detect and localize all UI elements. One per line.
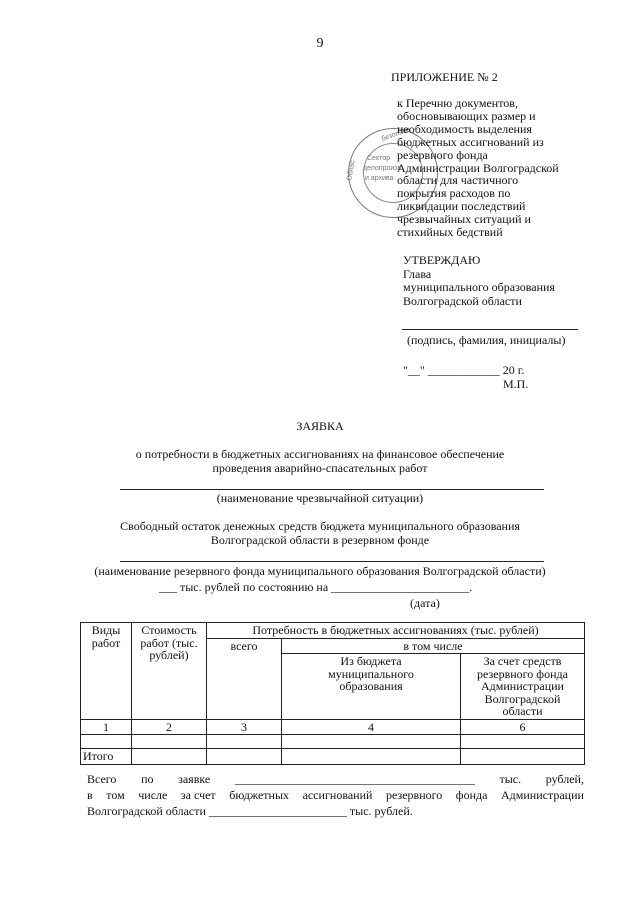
footer-word: ________________________________________ [234, 772, 475, 786]
request-table [80, 622, 585, 765]
approve-line: Волгоградской области [403, 293, 522, 308]
header-reserve-fund: За счет средств резервного фонда Администрации Волгоградской области [461, 654, 585, 720]
header-budget-need: Потребность в бюджетных ассигнованиях (тыс. рублей) [207, 623, 585, 639]
footer-reserve-line: Волгоградской области _______________________ тыс. рублей. [87, 804, 413, 818]
table-row [81, 735, 585, 749]
total-label: Итого [81, 749, 132, 765]
table-cell [282, 749, 461, 765]
footer-word: по [141, 772, 154, 786]
footer-word: в [87, 788, 93, 802]
document-title: ЗАЯВКА [296, 419, 344, 433]
emergency-caption: (наименование чрезвычайной ситуации) [216, 491, 424, 505]
table-cell [282, 735, 461, 749]
table-cell [461, 749, 585, 765]
stamp-inner-line: и архива [365, 175, 394, 182]
appendix-note-line: стихийных бедствий [397, 225, 503, 240]
balance-amount-line: ___ тыс. рублей по состоянию на _______________________. [159, 580, 473, 594]
footer-including-line [87, 787, 584, 803]
approval-block [403, 254, 555, 308]
appendix-note-line: чрезвычайных ситуаций и [397, 212, 531, 227]
footer-word: Администрации [501, 788, 584, 802]
subtitle-line: проведения аварийно-спасательных работ [212, 461, 428, 475]
approve-line: муниципального образования [403, 280, 555, 294]
fund-name-line [120, 561, 544, 562]
stamp-left-text: Облас [346, 159, 357, 182]
page-number: 9 [316, 36, 324, 51]
appendix-note-line: обосновывающих размер и [397, 108, 536, 123]
header-work-cost: Стоимость работ (тыс. рублей) [132, 623, 207, 720]
signature-caption: (подпись, фамилия, инициалы) [407, 333, 566, 347]
header-work-types: Виды работ [81, 623, 132, 720]
appendix-note-line: бюджетных ассигнований из [397, 134, 544, 149]
table-cell [461, 735, 585, 749]
appendix-note [397, 97, 587, 239]
date-caption: (дата) [410, 596, 440, 610]
header-municipal-budget: Из бюджета муниципального образования [282, 654, 461, 720]
footer-word: том [106, 788, 125, 802]
column-number: 3 [207, 719, 282, 735]
approve-label: УТВЕРЖДАЮ [403, 253, 481, 267]
footer-word: ассигнований [302, 788, 373, 802]
appendix-note-line: покрытия расходов по [397, 186, 511, 201]
footer-word: бюджетных [229, 788, 290, 802]
emergency-name-line [120, 489, 544, 490]
appendix-note-line: области для частичного [397, 173, 519, 188]
column-number: 6 [461, 719, 585, 735]
footer-word: заявке [178, 772, 211, 786]
table-cell [81, 735, 132, 749]
fund-caption: (наименование резервного фонда муниципального образования Волгоградской области) [94, 564, 546, 578]
approve-date-line: "__" ____________ 20 г. [403, 363, 525, 377]
appendix-note-line: ликвидации последствий [397, 199, 526, 214]
seal-mark: М.П. [503, 377, 529, 391]
appendix-title: ПРИЛОЖЕНИЕ № 2 [391, 70, 498, 84]
column-number: 1 [81, 719, 132, 735]
footer-word: за счет [180, 788, 216, 802]
stamp-arc-text: безопасн [380, 126, 412, 143]
footer-word: Всего [87, 772, 117, 786]
table-cell [132, 749, 207, 765]
balance-line: Волгоградской области в резервном фонде [210, 533, 430, 547]
header-including: в том числе [282, 638, 585, 654]
footer-word: рублей, [545, 772, 584, 786]
footer-word: тыс. [499, 772, 522, 786]
column-number: 4 [282, 719, 461, 735]
column-number: 2 [132, 719, 207, 735]
total-row [81, 749, 585, 765]
appendix-note-line: к Перечню документов, [397, 96, 518, 110]
stamp-inner-line: делопроизв [363, 165, 402, 172]
footer-word: числе [138, 788, 168, 802]
appendix-note-line: Администрации Волгоградской [397, 160, 559, 175]
table-cell [207, 749, 282, 765]
footer-word: фонда [455, 788, 488, 802]
subtitle-line: о потребности в бюджетных ассигнованиях на финансовое обеспечение [135, 447, 505, 461]
appendix-note-line: необходимость выделения [397, 121, 532, 136]
footer-total-line [87, 771, 584, 787]
footer-word: резервного [385, 788, 443, 802]
stamp-inner-line: Сектор [367, 155, 391, 162]
balance-line: Свободный остаток денежных средств бюджета муниципального образования [120, 519, 520, 533]
table-cell [207, 735, 282, 749]
signature-line [402, 329, 578, 330]
approve-line: Глава [403, 266, 432, 281]
header-total: всего [207, 638, 282, 719]
appendix-note-line: резервного фонда [397, 147, 488, 162]
table-cell [132, 735, 207, 749]
